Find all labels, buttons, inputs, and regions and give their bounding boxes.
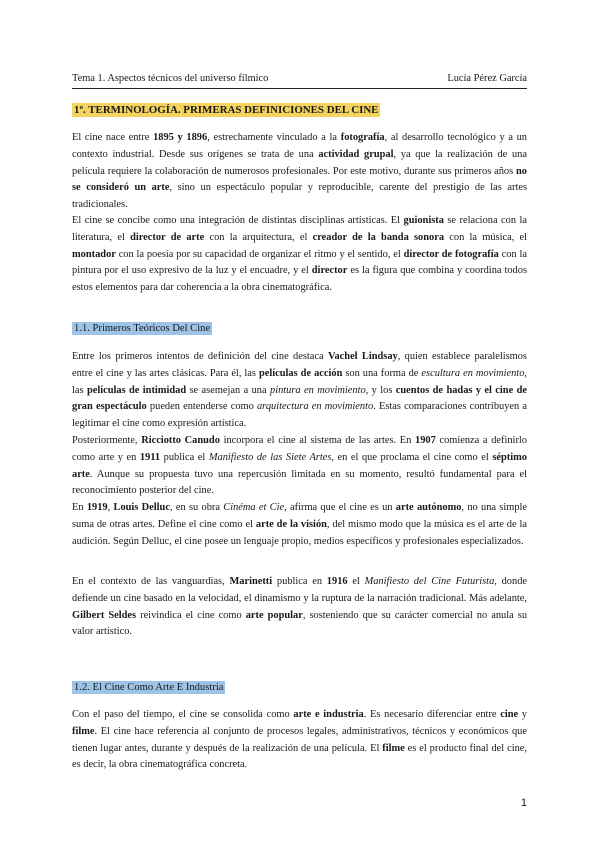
document-page	[72, 0, 527, 848]
section-heading-arte-industria: 1.2. El Cine Como Arte E Industria	[74, 682, 224, 693]
text-run: publica en	[272, 576, 327, 587]
bold-term: montador	[72, 248, 116, 260]
text-run: El cine se concibe como una integración de distintas disciplinas artísticas. El	[72, 215, 404, 226]
italic-title: escultura en movimiento	[421, 367, 525, 379]
text-run: . El cine hace referencia al conjunto de procesos legales, administrativos, técnicos y económicos que tienen lugar antes, durante y después de la realización de una película. El	[72, 725, 527, 754]
text-run: con la música, el	[444, 231, 528, 243]
text-run: reivindica el cine como	[136, 609, 246, 621]
bold-term: guionista	[403, 215, 444, 226]
header-author: Lucía Pérez García	[447, 73, 527, 84]
text-run: , estrechamente vinculado a la	[207, 132, 341, 143]
italic-title: Manifiesto del Cine Futurista	[364, 576, 495, 587]
paragraph-disciplines	[72, 213, 527, 297]
bold-term: Vachel Lindsay	[327, 351, 398, 362]
bold-term: creador de la banda sonora	[312, 231, 445, 243]
bold-term: Louis Delluc	[113, 502, 170, 513]
text-run: En	[72, 502, 87, 513]
text-run: . Es necesario diferenciar entre	[363, 709, 501, 720]
text-run: se asemejan a una	[186, 384, 270, 396]
text-run: publica el	[160, 451, 209, 463]
bold-term: 1895 y 1896	[153, 132, 208, 143]
text-run: Con el paso del tiempo, el cine se consolida como	[72, 709, 294, 720]
bold-term: actividad grupal	[318, 148, 394, 160]
text-run: son una forma de	[342, 367, 422, 379]
text-run: el	[347, 576, 365, 587]
text-run: En el contexto de las vanguardias,	[72, 576, 230, 587]
text-run: , sino un espectáculo popular y reproducible, carente del prestigio de las artes tradicionales.	[72, 182, 527, 211]
bold-term: películas de acción	[258, 367, 343, 379]
bold-term: no se consideró un arte	[72, 165, 527, 194]
text-run: ,	[107, 502, 114, 513]
text-run: Posteriormente,	[72, 435, 142, 446]
text-run: El cine nace entre	[72, 132, 154, 143]
text-run: , quien establece paralelismos entre el cine y las artes clásicas. Para él, las	[72, 351, 527, 379]
bold-term: director de fotografía	[403, 248, 499, 260]
text-run: . Aunque su propuesta tuvo una repercusión limitada en su momento, resultó fundamental para el reconocimiento posterior del cine.	[72, 468, 527, 497]
text-run: con la arquitectura, el	[204, 231, 313, 243]
italic-title: arquitectura en movimiento	[256, 401, 374, 413]
text-run: es la figura que combina y coordina todos estos elementos para dar coherencia a la obra cinematográfica.	[72, 265, 527, 294]
paragraph-canudo	[72, 433, 527, 500]
bold-term: arte popular	[245, 609, 303, 621]
bold-term: 1907	[415, 435, 436, 446]
section-heading-terminologia: 1º. TERMINOLOGÍA. PRIMERAS DEFINICIONES DEL CINE	[74, 104, 379, 116]
bold-term: filme	[72, 725, 95, 737]
bold-term: 1919	[86, 502, 108, 513]
text-run: , sosteniendo que su carácter comercial no anula su valor artístico.	[72, 609, 528, 638]
bold-term: 1911	[139, 451, 161, 463]
text-run: y	[518, 709, 528, 720]
text-run: con la pintura por el uso expresivo de la luz y el encuadre, y el	[72, 248, 528, 277]
text-run: , y los	[365, 384, 396, 396]
bold-term: arte autónomo	[395, 502, 462, 513]
bold-term: 1916	[326, 576, 348, 587]
bold-term: séptimo arte	[72, 451, 527, 480]
text-run: , donde defiende un cine basado en la velocidad, el dinamismo y la ruptura de la narración tradicional. Más adelante,	[72, 576, 528, 604]
text-run: , en el que proclama el cine como el	[331, 451, 493, 463]
text-run: , ya que la realización de una película requiere la colaboración de numerosos profesionales. Por este motivo, durante sus primeros años	[72, 148, 527, 177]
text-run: se relaciona con la literatura, el	[72, 215, 527, 243]
bold-term: arte e industria	[293, 709, 364, 720]
paragraph-marinetti	[72, 574, 527, 641]
italic-title: Manifiesto de las Siete Artes	[208, 451, 332, 463]
italic-title: Cinéma et Cie	[223, 502, 285, 513]
paragraph-delluc	[72, 500, 527, 550]
text-run: , al desarrollo tecnológico y a un contexto industrial. Desde sus orígenes se trata de una	[72, 132, 528, 160]
text-run: , las	[72, 367, 527, 396]
paragraph-arte-industria	[72, 707, 527, 774]
bold-term: Gilbert Seldes	[72, 609, 137, 621]
text-run: . Estas comparaciones contribuyen a legitimar el cine como expresión artística.	[72, 401, 528, 430]
bold-term: fotografía	[340, 132, 385, 143]
header-rule	[72, 88, 527, 89]
text-run: , afirma que el cine es un	[284, 502, 396, 513]
bold-term: Marinetti	[229, 576, 273, 587]
bold-term: director de arte	[130, 231, 205, 243]
italic-title: pintura en movimiento	[270, 384, 366, 396]
text-run: comienza a definirlo como arte y en	[72, 435, 527, 463]
header-course-title: Tema 1. Aspectos técnicos del universo fílmico	[72, 73, 269, 84]
bold-term: películas de intimidad	[86, 384, 187, 396]
paragraph-origins	[72, 130, 527, 214]
text-run: , del mismo modo que la música es el arte de la audición. Según Delluc, el cine posee un lenguaje propio, medios específicos y profesionales especializados.	[72, 518, 527, 547]
section-heading-primeros-teoricos: 1.1. Primeros Teóricos Del Cine	[74, 323, 211, 334]
bold-term: director	[311, 265, 348, 277]
bold-term: filme	[382, 742, 405, 754]
bold-term: Ricciotto Canudo	[141, 435, 220, 446]
text-run: pueden entenderse como	[146, 401, 257, 413]
bold-term: cine	[500, 709, 519, 720]
text-run: es el producto final del cine, es decir, la obra cinematográfica concreta.	[72, 742, 527, 771]
text-run: incorpora el cine al sistema de las artes. En	[219, 435, 415, 446]
text-run: con la poesía por su capacidad de organizar el ritmo y el sentido, el	[115, 248, 404, 260]
text-run: , en su obra	[169, 502, 224, 513]
bold-term: arte de la visión	[255, 518, 327, 530]
paragraph-lindsay	[72, 349, 527, 433]
page-header	[72, 73, 527, 89]
page-number: 1	[520, 797, 527, 809]
bold-term: cuentos de hadas y el cine de gran espectáculo	[72, 384, 527, 413]
text-run: , no una simple suma de otras artes. Define el cine como el	[72, 502, 528, 530]
text-run: Entre los primeros intentos de definición del cine destaca	[72, 351, 328, 362]
